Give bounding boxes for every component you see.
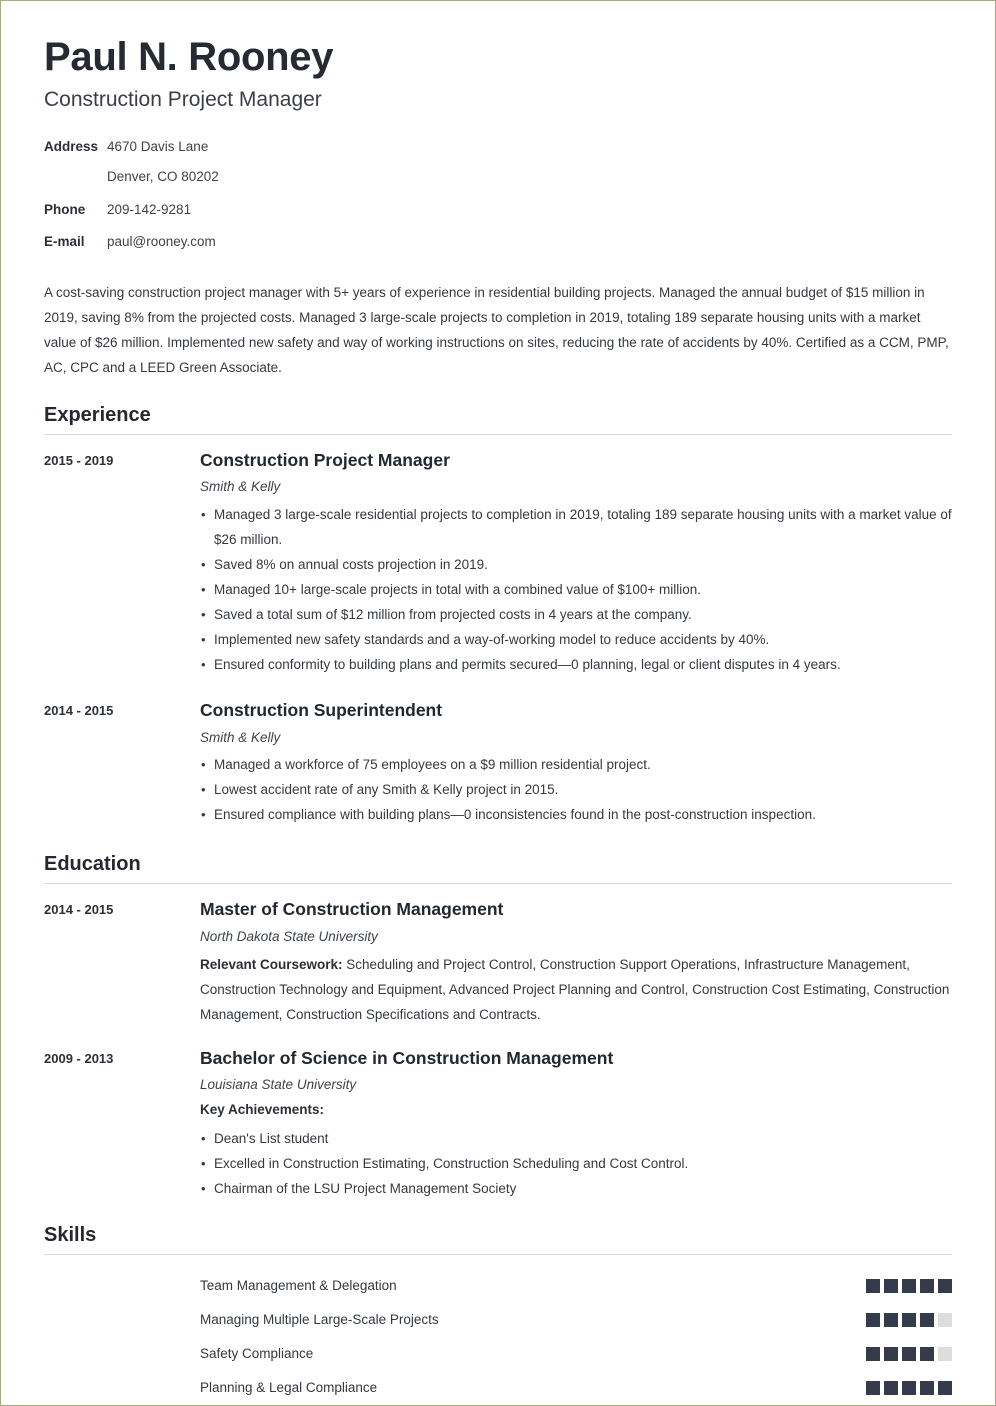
- rating-square-empty: [938, 1313, 952, 1327]
- phone-label: Phone: [44, 201, 86, 217]
- key-achievements-label: Key Achievements:: [200, 1101, 325, 1117]
- rating-square-filled: [884, 1279, 898, 1293]
- list-item: • Implemented new safety standards and a way-of-working model to reduce accidents by 40%.: [200, 627, 952, 652]
- entry-title: Bachelor of Science in Construction Management: [200, 1047, 614, 1068]
- entry-bullet-list: [200, 752, 952, 827]
- phone-value[interactable]: 209-142-9281: [107, 201, 192, 217]
- professional-summary: A cost-saving construction project manager with 5+ years of experience in residential building projects. Managed the annual budget of $15 million in 2019, saving 8% from the projected costs. Managed 3 large-scale projects to completion in 2019, totaling 189 separate housing units with a market value of $26 million. Implemented new safety and way of working instructions on sites, reducing the rate of accidents by 40%. Certified as a CCM, PMP, AC, CPC and a LEED Green Associate.: [44, 284, 949, 375]
- entry-dates: 2014 - 2015: [44, 902, 114, 918]
- rating-square-filled: [902, 1279, 916, 1293]
- list-item: • Managed 3 large-scale residential projects to completion in 2019, totaling 189 separate housing units with a market value of $26 million.: [200, 502, 952, 552]
- relevant-coursework: [200, 952, 952, 1027]
- experience-entry: [44, 699, 952, 827]
- email-label: E-mail: [44, 234, 85, 250]
- coursework-text: Scheduling and Project Control, Construction Support Operations, Infrastructure Management, Construction Technology and Equipment, Advanced Project Planning and Control, Construction Cost Estimating, Construction Management, Construction Specifications and Contracts.: [200, 956, 950, 1022]
- coursework-label: Relevant Coursework:: [200, 956, 343, 972]
- skill-rating: [866, 1381, 952, 1395]
- experience-entry: [44, 449, 952, 677]
- education-heading: Education: [44, 853, 141, 876]
- entry-bullet-list: [200, 1126, 952, 1201]
- skill-name: Safety Compliance: [200, 1346, 314, 1362]
- rating-square-filled: [902, 1381, 916, 1395]
- skill-row: [44, 1337, 952, 1371]
- skills-heading: Skills: [44, 1224, 97, 1247]
- address-line-2: Denver, CO 80202: [107, 168, 219, 184]
- email-value[interactable]: paul@rooney.com: [107, 234, 216, 250]
- section-divider: [44, 434, 952, 435]
- entry-bullet-list: [200, 502, 952, 677]
- entry-organization: Louisiana State University: [200, 1077, 357, 1093]
- section-divider: [44, 1254, 952, 1255]
- rating-square-filled: [902, 1347, 916, 1361]
- contact-row-email: [44, 233, 952, 251]
- rating-square-filled: [884, 1347, 898, 1361]
- contact-row-address: [44, 138, 952, 156]
- list-item: • Lowest accident rate of any Smith & Kelly project in 2015.: [200, 777, 952, 802]
- rating-square-empty: [938, 1347, 952, 1361]
- rating-square-filled: [884, 1381, 898, 1395]
- skill-rating: [866, 1279, 952, 1293]
- experience-heading: Experience: [44, 403, 151, 426]
- skill-name: Team Management & Delegation: [200, 1278, 397, 1294]
- education-entry: [44, 1047, 952, 1202]
- skill-row: [44, 1303, 952, 1337]
- rating-square-filled: [920, 1381, 934, 1395]
- resume-header: [44, 2, 952, 113]
- resume-page-inner: [1, 1, 995, 1405]
- rating-square-filled: [938, 1279, 952, 1293]
- list-item: • Dean's List student: [200, 1126, 952, 1151]
- list-item: • Managed 10+ large-scale projects in total with a combined value of $100+ million.: [200, 577, 952, 602]
- skill-rating: [866, 1347, 952, 1361]
- entry-title: Master of Construction Management: [200, 899, 504, 920]
- rating-square-filled: [866, 1313, 880, 1327]
- education-entry: [44, 898, 952, 1026]
- entry-dates: 2014 - 2015: [44, 702, 114, 718]
- skill-row: [44, 1269, 952, 1303]
- experience-section: [44, 403, 952, 828]
- rating-square-filled: [884, 1313, 898, 1327]
- entry-dates: 2015 - 2019: [44, 452, 114, 468]
- address-label: Address: [44, 139, 99, 155]
- entry-dates: 2009 - 2013: [44, 1050, 114, 1066]
- list-item: • Chairman of the LSU Project Management Society: [200, 1176, 952, 1201]
- list-item: • Ensured compliance with building plans—0 inconsistencies found in the post-construction inspection.: [200, 802, 952, 827]
- entry-organization: North Dakota State University: [200, 928, 378, 944]
- section-divider: [44, 883, 952, 884]
- rating-square-filled: [920, 1279, 934, 1293]
- skills-list: [44, 1269, 952, 1405]
- list-item: • Saved 8% on annual costs projection in 2019.: [200, 552, 952, 577]
- rating-square-filled: [866, 1347, 880, 1361]
- contact-block: [44, 138, 952, 250]
- entry-body: [200, 699, 952, 827]
- entry-body: [200, 898, 952, 1026]
- list-item: • Excelled in Construction Estimating, Construction Scheduling and Cost Control.: [200, 1151, 952, 1176]
- address-line-1: 4670 Davis Lane: [107, 139, 209, 155]
- list-item: • Saved a total sum of $12 million from projected costs in 4 years at the company.: [200, 602, 952, 627]
- education-section: [44, 852, 952, 1201]
- rating-square-filled: [866, 1279, 880, 1293]
- skill-name: Managing Multiple Large-Scale Projects: [200, 1312, 439, 1328]
- skill-row: [44, 1371, 952, 1405]
- rating-square-filled: [866, 1381, 880, 1395]
- candidate-job-title: Construction Project Manager: [44, 88, 322, 112]
- entry-title: Construction Superintendent: [200, 699, 443, 720]
- entry-body: [200, 449, 952, 677]
- rating-square-filled: [920, 1347, 934, 1361]
- list-item: • Managed a workforce of 75 employees on a $9 million residential project.: [200, 752, 952, 777]
- candidate-name: Paul N. Rooney: [44, 35, 334, 79]
- list-item: • Ensured conformity to building plans and permits secured—0 planning, legal or client disputes in 4 years.: [200, 652, 952, 677]
- entry-organization: Smith & Kelly: [200, 479, 281, 495]
- entry-organization: Smith & Kelly: [200, 729, 281, 745]
- contact-row-phone: [44, 201, 952, 219]
- skill-rating: [866, 1313, 952, 1327]
- entry-title: Construction Project Manager: [200, 449, 450, 470]
- skill-name: Planning & Legal Compliance: [200, 1380, 378, 1396]
- entry-body: [200, 1047, 952, 1202]
- skills-section: [44, 1223, 952, 1405]
- rating-square-filled: [902, 1313, 916, 1327]
- rating-square-filled: [938, 1381, 952, 1395]
- rating-square-filled: [920, 1313, 934, 1327]
